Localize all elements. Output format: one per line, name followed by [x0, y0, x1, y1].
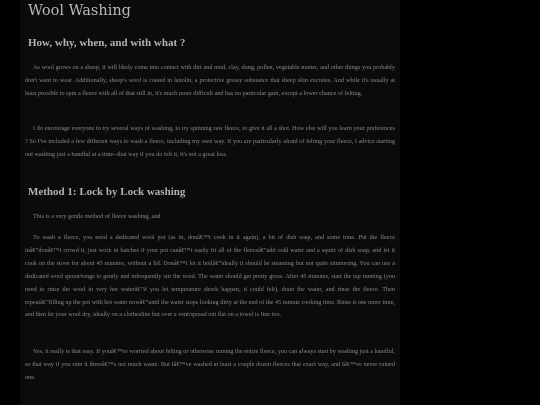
emphasis-possible: possible: [37, 89, 59, 97]
article: [20, 0, 400, 405]
intro-paragraph-1-part-a: As wool grows on a sheep, it will likely come into contact with dirt and mud, clay, dung, pollen, vegetable matter, and other things you probably don't want to wear. Additionally, sheep's wool is coated in lanolin, a protective greasy substance that sheep skin excretes. And while it's usually at least: [25, 64, 395, 97]
page-title: Wool Washing: [28, 3, 131, 19]
intro-paragraph-2: I do encourage everyone to try several ways of washing, to try spinning raw fleece, to give it all a shot. How else will you learn your preferences ? So I've included a few different ways to wash a fleece, including my own way. If you are particularly afraid of felting your fleece, I advice starting out washing just a handful at a time--that way if you do felt it, it's not a great loss.: [25, 125, 395, 158]
method-1-paragraph-3: Yes, it really is that easy. If youâ€™re worried about felting or otherwise ruining the entire fleece, you can always start by washing just a handful, so that way if you ruin it thereâ€™s not much waste. But Iâ€™ve washed at least a couple dozen fleeces that exact way, and Iâ€™ve never ruined one.: [25, 348, 395, 381]
intro-paragraph-1-part-b: to spin a fleece with all of that still in, it's much more difficult and has no particular gain, except a lower chance of felting.: [58, 89, 363, 97]
method-1-paragraph-1: This is a very gentle method of fleece washing, and: [33, 213, 161, 220]
section-heading-method-1: Method 1: Lock by Lock washing: [28, 186, 186, 198]
section-heading-intro: How, why, when, and with what ?: [28, 37, 186, 49]
intro-paragraph-1: [25, 62, 395, 101]
method-1-paragraph-2: To wash a fleece, you need a dedicated wool pot (as in, donâ€™t cook in it again), a bit of dish soap, and some time. Put the fleece inâ€”donâ€™t crowd it, just work in batches if your pot canâ€™t easily fit all of the fleeceâ€”add cold water and a squirt of dish soap, and let it cook on the stove for about 45 minutes, without a lid. Donâ€™t let it boilâ€”ideally it should be steaming but not quite simmering. You can use a dedicated wool spoon/tongs to gently and infrequently stir the wool. The water should get pretty gross. After 45 minutes, start the tap running (you need to rinse the wool in very hot waterâ€”if you let temperature shock happen, it could felt), drain the water, and rinse the fleece. Then repeatâ€”filling up the pot with hot water nowâ€”until the water stops looking dirty at the end of the 45 minute cooking time. Rinse it one more time, and then let your wool dry, ideally on a clothesline but over a vent/spread out flat on a towel is fine too.: [25, 234, 395, 319]
